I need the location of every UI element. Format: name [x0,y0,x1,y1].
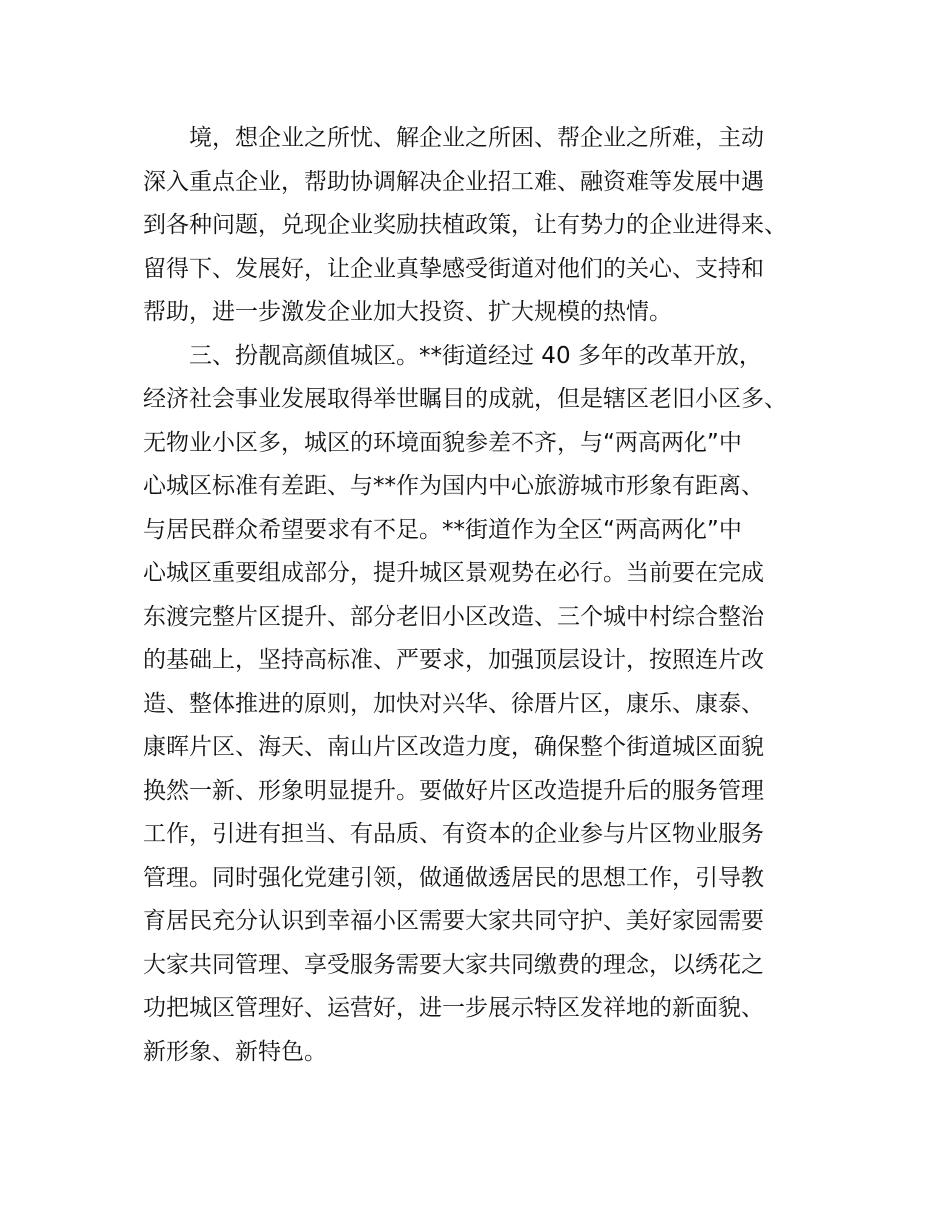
paragraph-line: 换然一新、形象明显提升。要做好片区改造提升后的服务管理 [143,777,764,804]
paragraph-line: 东渡完整片区提升、部分老旧小区改造、三个城中村综合整治 [143,603,764,630]
paragraph-line: 工作，引进有担当、有品质、有资本的企业参与片区物业服务 [143,821,764,847]
paragraph-1 [143,117,833,335]
paragraph-line: 经济社会事业发展取得举世瞩目的成就，但是辖区老旧小区多、 [143,386,787,412]
paragraph-line: 康晖片区、海天、南山片区改造力度，确保整个街道城区面貌 [143,734,764,760]
paragraph-line: 留得下、发展好，让企业真挚感受街道对他们的关心、支持和 [143,255,764,282]
paragraph-line: 深入重点企业，帮助协调解决企业招工难、融资难等发展中遇 [143,168,764,195]
paragraph-2 [143,335,833,1075]
paragraph-line: 到各种问题，兑现企业奖励扶植政策，让有势力的企业进得来、 [143,212,787,238]
paragraph-line: 的基础上，坚持高标准、严要求，加强顶层设计，按照连片改 [143,647,764,673]
paragraph-line: 造、整体推进的原则，加快对兴华、徐厝片区，康乐、康泰、 [143,690,764,717]
paragraph-line: 境，想企业之所忧、解企业之所困、帮企业之所难，主动 [189,125,764,151]
paragraph-line: 帮助，进一步激发企业加大投资、扩大规模的热情。 [143,299,672,325]
document-body [143,117,833,1074]
paragraph-line: 新形象、新特色。 [143,1038,327,1065]
paragraph-line: 大家共同管理、享受服务需要大家共同缴费的理念，以绣花之 [143,951,764,978]
paragraph-line: 心城区重要组成部分，提升城区景观势在必行。当前要在完成 [143,560,764,586]
paragraph-line: 无物业小区多，城区的环境面貌参差不齐，与“两高两化”中 [143,429,742,456]
paragraph-line: 三、扮靓高颜值城区。**街道经过 40 多年的改革开放， [189,342,762,369]
paragraph-line: 功把城区管理好、运营好，进一步展示特区发祥地的新面貌、 [143,995,764,1021]
paragraph-line: 管理。同时强化党建引领，做通做透居民的思想工作，引导教 [143,864,764,891]
paragraph-line: 育居民充分认识到幸福小区需要大家共同守护、美好家园需要 [143,908,764,934]
paragraph-line: 与居民群众希望要求有不足。**街道作为全区“两高两化”中 [143,516,742,543]
paragraph-line: 心城区标准有差距、与**作为国内中心旅游城市形象有距离、 [143,473,764,499]
